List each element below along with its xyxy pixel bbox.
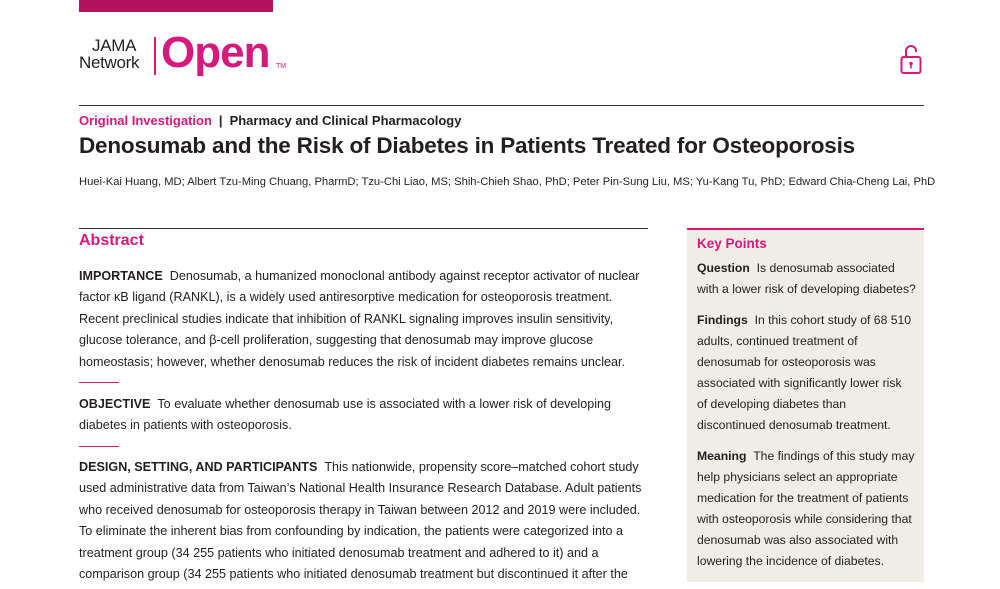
findings-label: Findings <box>697 313 748 327</box>
objective-line: To evaluate whether denosumab use is associated with a lower risk of developing <box>157 397 612 411</box>
importance-line: glucose tolerance, and β-cell proliferation, suggesting that denosumab may improve glucose <box>79 333 594 348</box>
meaning-line: with osteoporosis while considering that <box>697 512 912 526</box>
meaning-line: The findings of this study may <box>753 449 915 463</box>
importance-line: Denosumab, a humanized monoclonal antibody against receptor activator of nuclear <box>169 269 640 283</box>
importance-line: factor κB ligand (RANKL), is a widely used antiresorptive medication for osteoporosis treatment. <box>79 290 613 305</box>
findings-line: associated with significantly lower risk <box>697 376 902 390</box>
key-points-box <box>687 228 924 582</box>
section-separator-line <box>79 382 119 383</box>
abstract-heading: Abstract <box>79 232 144 249</box>
findings-line: In this cohort study of 68 510 <box>754 313 912 327</box>
key-points-findings <box>697 310 922 436</box>
key-points-question <box>697 258 922 300</box>
article-type: Original Investigation <box>79 113 212 128</box>
logo-trademark: TM <box>276 63 287 70</box>
importance-label: IMPORTANCE <box>79 269 163 283</box>
design-line: This nationwide, propensity score–matched cohort study <box>324 460 639 474</box>
article-section-line <box>79 113 461 128</box>
design-label: DESIGN, SETTING, AND PARTICIPANTS <box>79 460 318 474</box>
question-label: Question <box>697 261 750 275</box>
design-line: To eliminate the inherent bias from confounding by indication, the patients were categorized into a <box>79 524 623 539</box>
logo-jama-text: JAMA <box>92 36 137 55</box>
design-line: treatment group (34 255 patients who initiated denosumab treatment and adhered to it) and a <box>79 545 599 560</box>
header-rule <box>79 105 924 106</box>
logo-divider <box>154 37 156 75</box>
design-line: comparison group (34 255 patients who initiated denosumab treatment but discontinued it after the <box>79 567 628 582</box>
meaning-label: Meaning <box>697 449 747 463</box>
findings-line: discontinued denosumab treatment. <box>697 418 891 432</box>
section-separator-line <box>79 446 119 447</box>
question-line: with a lower risk of developing diabetes? <box>697 282 916 296</box>
key-points-meaning <box>697 446 922 572</box>
article-title: Denosumab and the Risk of Diabetes in Patients Treated for Osteoporosis <box>79 133 855 158</box>
design-line: who received denosumab for osteoporosis therapy in Taiwan between 2012 and 2019 were included. <box>79 502 641 517</box>
findings-line: denosumab for osteoporosis was <box>697 355 876 369</box>
section-separator: | <box>218 113 223 128</box>
meaning-line: medication for the treatment of patients <box>697 491 909 505</box>
meaning-line: lowering the incidence of diabetes. <box>697 554 884 568</box>
findings-line: of developing diabetes than <box>697 397 847 411</box>
findings-line: adults, continued treatment of <box>697 334 858 348</box>
open-lock-icon <box>900 43 922 75</box>
importance-line: Recent preclinical studies indicate that inhibition of RANKL signaling improves insulin sensitivity, <box>79 311 614 326</box>
key-points-heading: Key Points <box>697 236 767 251</box>
logo-open-text: Open <box>161 28 270 77</box>
objective-label: OBJECTIVE <box>79 397 151 411</box>
question-line: Is denosumab associated <box>756 261 895 275</box>
design-line: used administrative data from Taiwan’s National Health Insurance Research Database. Adult patients <box>79 481 642 496</box>
meaning-line: help physicians select an appropriate <box>697 470 898 484</box>
importance-paragraph <box>79 266 659 373</box>
importance-line: homeostasis; however, whether denosumab reduces the risk of incident diabetes remains unclear. <box>79 354 626 369</box>
design-paragraph <box>79 457 659 585</box>
objective-paragraph <box>79 394 659 437</box>
objective-line: diabetes in patients with osteoporosis. <box>79 418 292 433</box>
abstract-rule <box>79 228 648 229</box>
article-section[interactable]: Pharmacy and Clinical Pharmacology <box>229 113 462 128</box>
meaning-line: denosumab was also associated with <box>697 533 899 547</box>
journal-color-bar <box>79 0 273 12</box>
logo-network-text: Network <box>79 53 140 72</box>
author-list: Huei-Kai Huang, MD; Albert Tzu-Ming Chuang, PharmD; Tzu-Chi Liao, MS; Shih-Chieh Shao, PhD; Peter Pin-Sung Liu, MS; Yu-Kang Tu, PhD; Edward Chia-Cheng Lai, PhD <box>79 176 936 188</box>
